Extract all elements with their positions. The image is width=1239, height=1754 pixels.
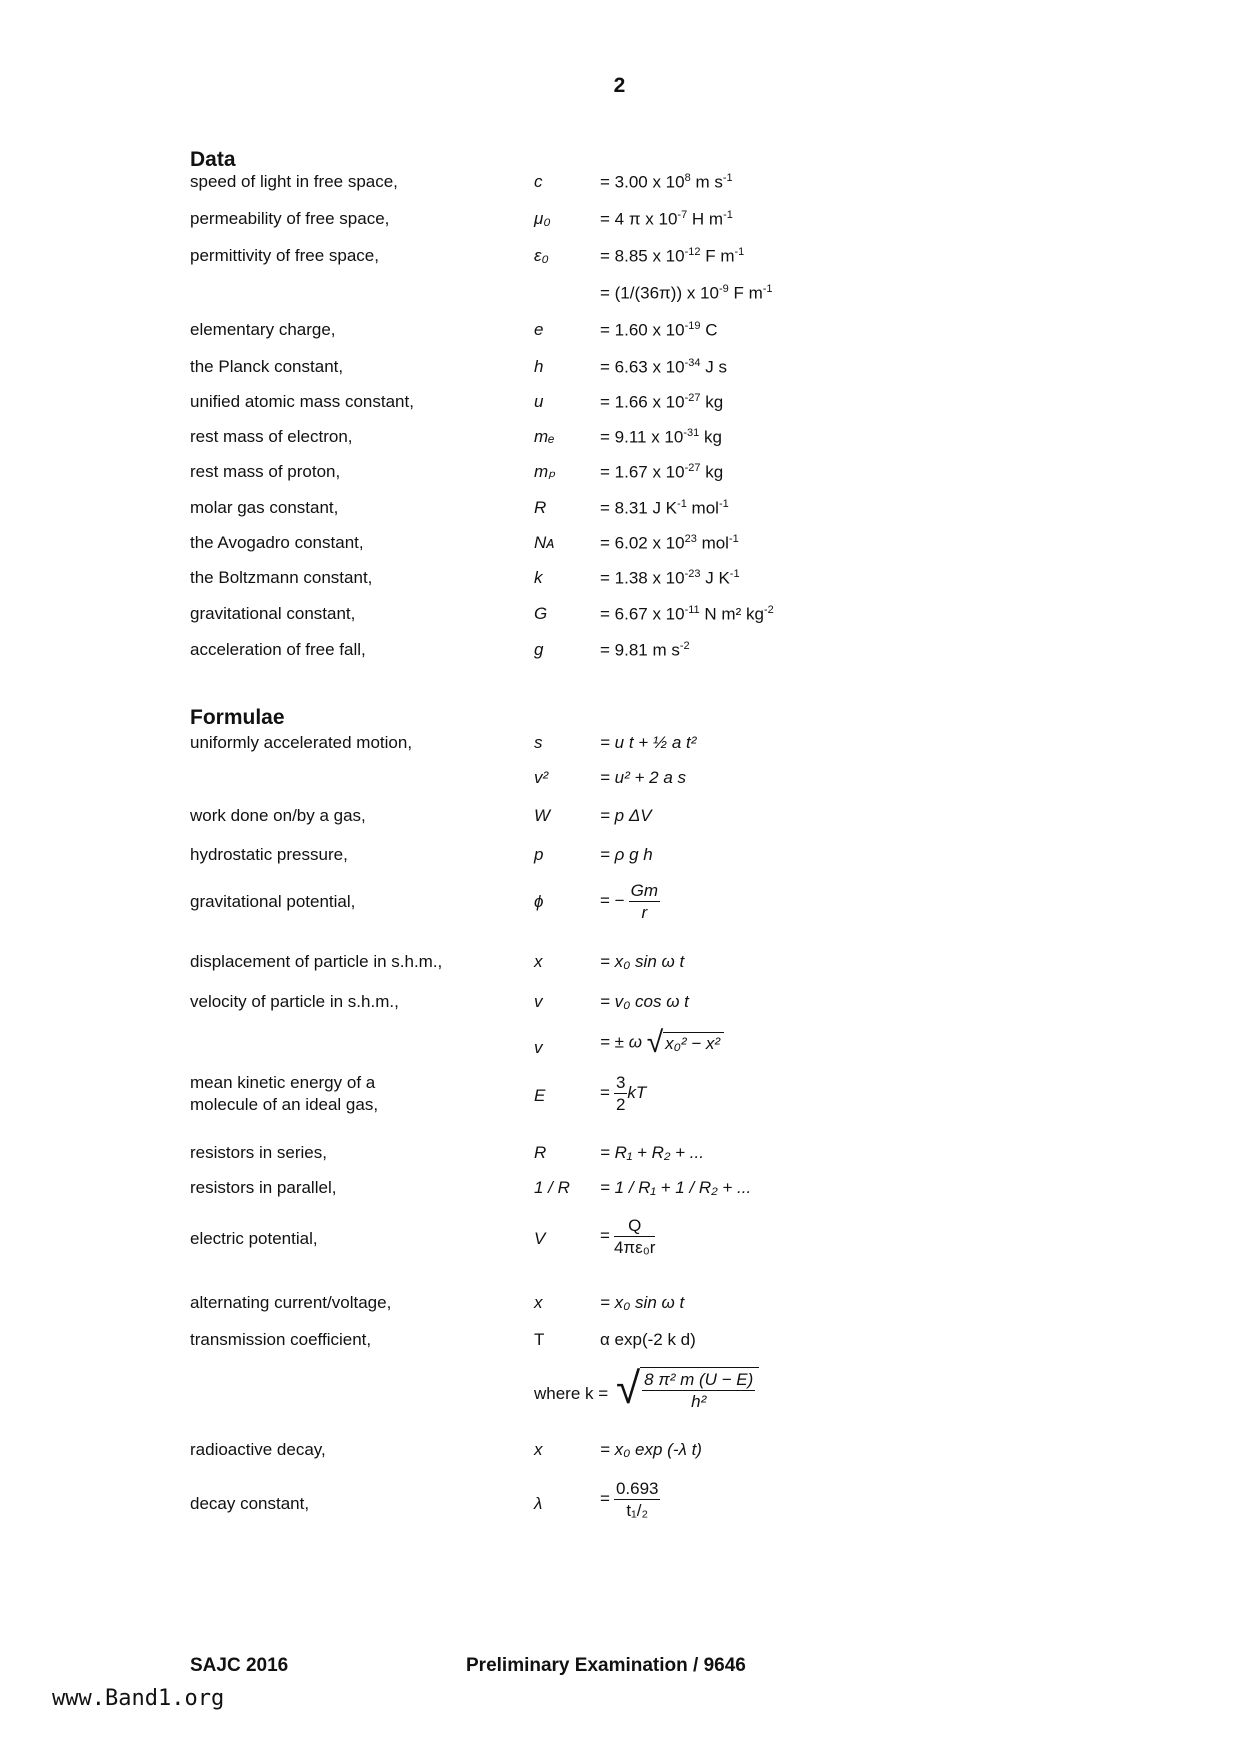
constant-value (600, 172, 733, 193)
formula-symbol: λ (534, 1494, 543, 1513)
value-mantissa: = 1.67 x 10 (600, 462, 685, 482)
fraction-numerator: Q (614, 1215, 655, 1237)
formula-tail: kT (627, 1082, 647, 1102)
data-row (190, 427, 1090, 461)
formula-symbol: x (534, 952, 543, 971)
value-exponent: -11 (684, 604, 700, 616)
formula-eq: = − (600, 890, 625, 910)
formula-value (600, 1478, 660, 1521)
unit-exponent: -1 (722, 172, 733, 184)
data-heading: Data (190, 148, 236, 171)
value-unit: J s (700, 357, 727, 377)
value-unit: F m (700, 246, 735, 266)
formula-eq: = (600, 1082, 610, 1102)
value-unit: kg (700, 392, 724, 412)
value-exponent: -1 (677, 498, 687, 510)
value-unit: m s (690, 172, 723, 192)
formula-value: = x₀ exp (-λ t) (600, 1440, 702, 1459)
value-unit: kg (699, 427, 722, 447)
formula-label: velocity of particle in s.h.m., (190, 992, 399, 1011)
formula-label: radioactive decay, (190, 1440, 326, 1459)
value-unit: mol (686, 498, 719, 518)
formula-shm-velocity-2 (190, 1026, 1090, 1072)
formula-kinetic-energy (190, 1072, 1090, 1128)
formula-symbol: W (534, 806, 551, 825)
formula-value (600, 880, 660, 923)
formula-value: = x₀ sin ω t (600, 1293, 685, 1312)
data-row (190, 392, 1090, 426)
value-mantissa: = 6.67 x 10 (600, 604, 685, 624)
constant-symbol: u (534, 392, 544, 411)
footer-exam: Preliminary Examination / 9646 (466, 1655, 746, 1676)
radical-icon: √ (646, 1026, 664, 1059)
unit-exponent: -1 (728, 533, 739, 545)
formula-symbol: T (534, 1330, 545, 1349)
constant-value (600, 392, 723, 413)
value-unit: J K (700, 568, 730, 588)
formula-label: displacement of particle in s.h.m., (190, 952, 443, 971)
constant-name: the Boltzmann constant, (190, 568, 373, 587)
fraction-denominator: t₁/₂ (626, 1501, 649, 1520)
formula-symbol: x (534, 1293, 543, 1312)
formula-electric-potential (190, 1215, 1090, 1271)
radicand (640, 1367, 759, 1412)
data-row (190, 357, 1090, 391)
constant-name: rest mass of proton, (190, 462, 341, 481)
value-unit: kg (700, 462, 724, 482)
formula-grav-potential (190, 880, 1090, 936)
formula-symbol: E (534, 1086, 546, 1105)
value-mantissa: = 1.60 x 10 (600, 320, 685, 340)
formula-value: = p ΔV (600, 806, 652, 825)
constant-symbol: mₚ (534, 462, 556, 481)
constant-value (600, 533, 739, 554)
formula-symbol: v² (534, 768, 549, 787)
formula-symbol: ϕ (534, 892, 544, 911)
data-row (190, 320, 1090, 354)
value-exponent: -34 (684, 357, 701, 369)
formula-symbol: v (534, 1038, 543, 1057)
formula-label: resistors in parallel, (190, 1178, 337, 1197)
formula-label-line-2: molecule of an ideal gas, (190, 1095, 379, 1114)
constant-symbol: mₑ (534, 427, 555, 446)
value-exponent: -12 (684, 246, 701, 258)
constant-symbol: μ₀ (534, 209, 551, 228)
constant-name: acceleration of free fall, (190, 640, 366, 659)
value-exponent: -7 (677, 209, 688, 221)
constant-value (600, 320, 718, 341)
formula-value: = u t + ½ a t² (600, 733, 697, 752)
constant-value (600, 357, 727, 378)
formula-value: = v₀ cos ω t (600, 992, 689, 1011)
constant-symbol: c (534, 172, 543, 191)
formula-value (600, 1072, 646, 1115)
constant-symbol: e (534, 320, 544, 339)
formula-value: = x₀ sin ω t (600, 952, 685, 971)
formula-shm-velocity (190, 992, 1090, 1026)
formula-label: resistors in series, (190, 1143, 327, 1162)
constant-value (600, 568, 740, 589)
unit-exponent: -2 (763, 604, 774, 616)
unit-exponent: -1 (723, 209, 733, 221)
constant-name: permeability of free space, (190, 209, 390, 228)
formula-value (600, 1215, 655, 1258)
constant-symbol: k (534, 568, 543, 587)
unit-exponent: -1 (729, 568, 740, 580)
formula-symbol: R (534, 1143, 547, 1162)
constant-value (600, 604, 774, 625)
formula-symbol: v (534, 992, 543, 1011)
fraction (614, 1478, 661, 1521)
formula-alternating (190, 1293, 1090, 1327)
value-mantissa: = 6.02 x 10 (600, 533, 685, 553)
formula-value (600, 1026, 724, 1060)
formula-prefix: where k = (534, 1384, 609, 1403)
value-unit: mol (696, 533, 729, 553)
value-mantissa: = 8.85 x 10 (600, 246, 685, 266)
data-row (190, 209, 1090, 243)
unit-exponent: -1 (718, 498, 729, 510)
page-number: 2 (613, 74, 626, 97)
fraction-denominator: h² (691, 1391, 707, 1411)
fraction (614, 1072, 627, 1115)
value-mantissa: = 1.38 x 10 (600, 568, 685, 588)
data-row (190, 568, 1090, 602)
constant-name: rest mass of electron, (190, 427, 353, 446)
data-row (190, 462, 1090, 496)
formula-value: = 1 / R₁ + 1 / R₂ + ... (600, 1178, 752, 1197)
formula-eq: = (600, 1488, 610, 1508)
fraction-denominator: 4πε₀r (613, 1238, 656, 1257)
formula-value: = R₁ + R₂ + ... (600, 1143, 704, 1162)
formula-eq: = ± ω (600, 1032, 642, 1052)
formula-label: gravitational potential, (190, 892, 356, 911)
square-root (647, 1026, 724, 1060)
constant-value (600, 498, 729, 519)
constant-value (600, 640, 690, 661)
value-unit: N m² kg (699, 604, 764, 624)
value-mantissa: = 6.63 x 10 (600, 357, 685, 377)
constant-symbol: h (534, 357, 544, 376)
footer-school: SAJC 2016 (190, 1655, 289, 1676)
formula-label: alternating current/voltage, (190, 1293, 392, 1312)
value-mantissa: = 9.11 x 10 (600, 427, 684, 447)
constant-symbol: R (534, 498, 547, 517)
value-exponent: 23 (684, 533, 697, 545)
formula-label: uniformly accelerated motion, (190, 733, 413, 752)
constant-value (600, 427, 722, 448)
fraction (642, 1369, 755, 1412)
radicand: x₀² − x² (663, 1032, 724, 1054)
unit-exponent: -1 (734, 246, 745, 258)
constant-name: unified atomic mass constant, (190, 392, 414, 411)
constant-value (600, 462, 723, 483)
constant-name: permittivity of free space, (190, 246, 379, 265)
value-exponent: -23 (684, 568, 701, 580)
constant-symbol: g (534, 640, 544, 659)
constant-name: the Avogadro constant, (190, 533, 364, 552)
formula-label: hydrostatic pressure, (190, 845, 348, 864)
constant-name: gravitational constant, (190, 604, 356, 623)
formula-resistors-series (190, 1143, 1090, 1177)
data-row (190, 498, 1090, 532)
formula-symbol: V (534, 1229, 546, 1248)
value-mantissa: = 8.31 J K (600, 498, 678, 518)
value-unit: H m (687, 209, 724, 229)
value-exponent: -19 (684, 320, 701, 332)
formula-label-line-1: mean kinetic energy of a (190, 1073, 376, 1092)
formula-value: = u² + 2 a s (600, 768, 686, 787)
data-row (190, 640, 1090, 674)
constant-symbol: G (534, 604, 548, 623)
constant-name: the Planck constant, (190, 357, 344, 376)
constant-value (600, 283, 773, 304)
unit-exponent: -1 (762, 283, 773, 295)
value-mantissa: = (1/(36π)) x 10 (600, 283, 719, 303)
data-row (190, 604, 1090, 638)
fraction-numerator: 0.693 (615, 1479, 659, 1498)
formula-symbol: x (534, 1440, 543, 1459)
formula-symbol: 1 / R (534, 1178, 570, 1197)
radical-icon: √ (616, 1364, 641, 1413)
formula-radioactive-decay (190, 1440, 1090, 1474)
constant-value (600, 209, 733, 230)
formula-hydrostatic (190, 845, 1090, 879)
formula-motion-1 (190, 733, 1090, 767)
value-mantissa: = 1.66 x 10 (600, 392, 685, 412)
formulae-heading: Formulae (190, 706, 285, 729)
formula-decay-constant (190, 1478, 1090, 1538)
constant-symbol: ε₀ (534, 246, 549, 265)
formula-work (190, 806, 1090, 840)
value-exponent: -31 (683, 427, 700, 439)
value-unit: C (700, 320, 718, 340)
formula-symbol: p (534, 845, 544, 864)
constant-name: speed of light in free space, (190, 172, 398, 191)
formula-symbol: s (534, 733, 543, 752)
constant-symbol: Nᴀ (534, 533, 555, 552)
formula-label: decay constant, (190, 1494, 310, 1513)
formula-resistors-parallel (190, 1178, 1090, 1212)
constant-value (600, 246, 744, 267)
fraction-numerator: Gm (630, 881, 658, 900)
formula-motion-2 (190, 768, 1090, 802)
value-exponent: -2 (679, 640, 690, 652)
formula-label: transmission coefficient, (190, 1330, 372, 1349)
square-root (616, 1364, 759, 1414)
fraction-numerator: 8 π² m (U − E) (644, 1369, 754, 1389)
constant-name: molar gas constant, (190, 498, 339, 517)
formula-value: α exp(-2 k d) (600, 1330, 696, 1349)
fraction-denominator: r (641, 903, 648, 922)
value-exponent: -27 (684, 462, 701, 474)
value-exponent: -9 (718, 283, 729, 295)
value-exponent: 8 (684, 172, 691, 184)
data-row (190, 283, 1090, 317)
value-exponent: -27 (684, 392, 701, 404)
value-mantissa: = 9.81 m s (600, 640, 680, 660)
constant-name: elementary charge, (190, 320, 336, 339)
formula-transmission (190, 1330, 1090, 1364)
formula-shm-displacement (190, 952, 1090, 986)
watermark-url[interactable]: www.Band1.org (52, 1686, 225, 1711)
formula-label: work done on/by a gas, (190, 806, 366, 825)
value-unit: F m (728, 283, 763, 303)
fraction-numerator: 3 (615, 1073, 626, 1092)
formula-where-k (190, 1364, 1090, 1426)
data-row (190, 533, 1090, 567)
fraction (614, 1215, 655, 1258)
formula-label: electric potential, (190, 1229, 318, 1248)
value-mantissa: = 4 π x 10 (600, 209, 678, 229)
data-row (190, 172, 1090, 206)
data-row (190, 246, 1090, 280)
formula-eq: = (600, 1225, 610, 1245)
value-mantissa: = 3.00 x 10 (600, 172, 685, 192)
formula-value: = ρ g h (600, 845, 653, 864)
fraction (629, 880, 660, 923)
fraction-denominator: 2 (615, 1095, 626, 1114)
